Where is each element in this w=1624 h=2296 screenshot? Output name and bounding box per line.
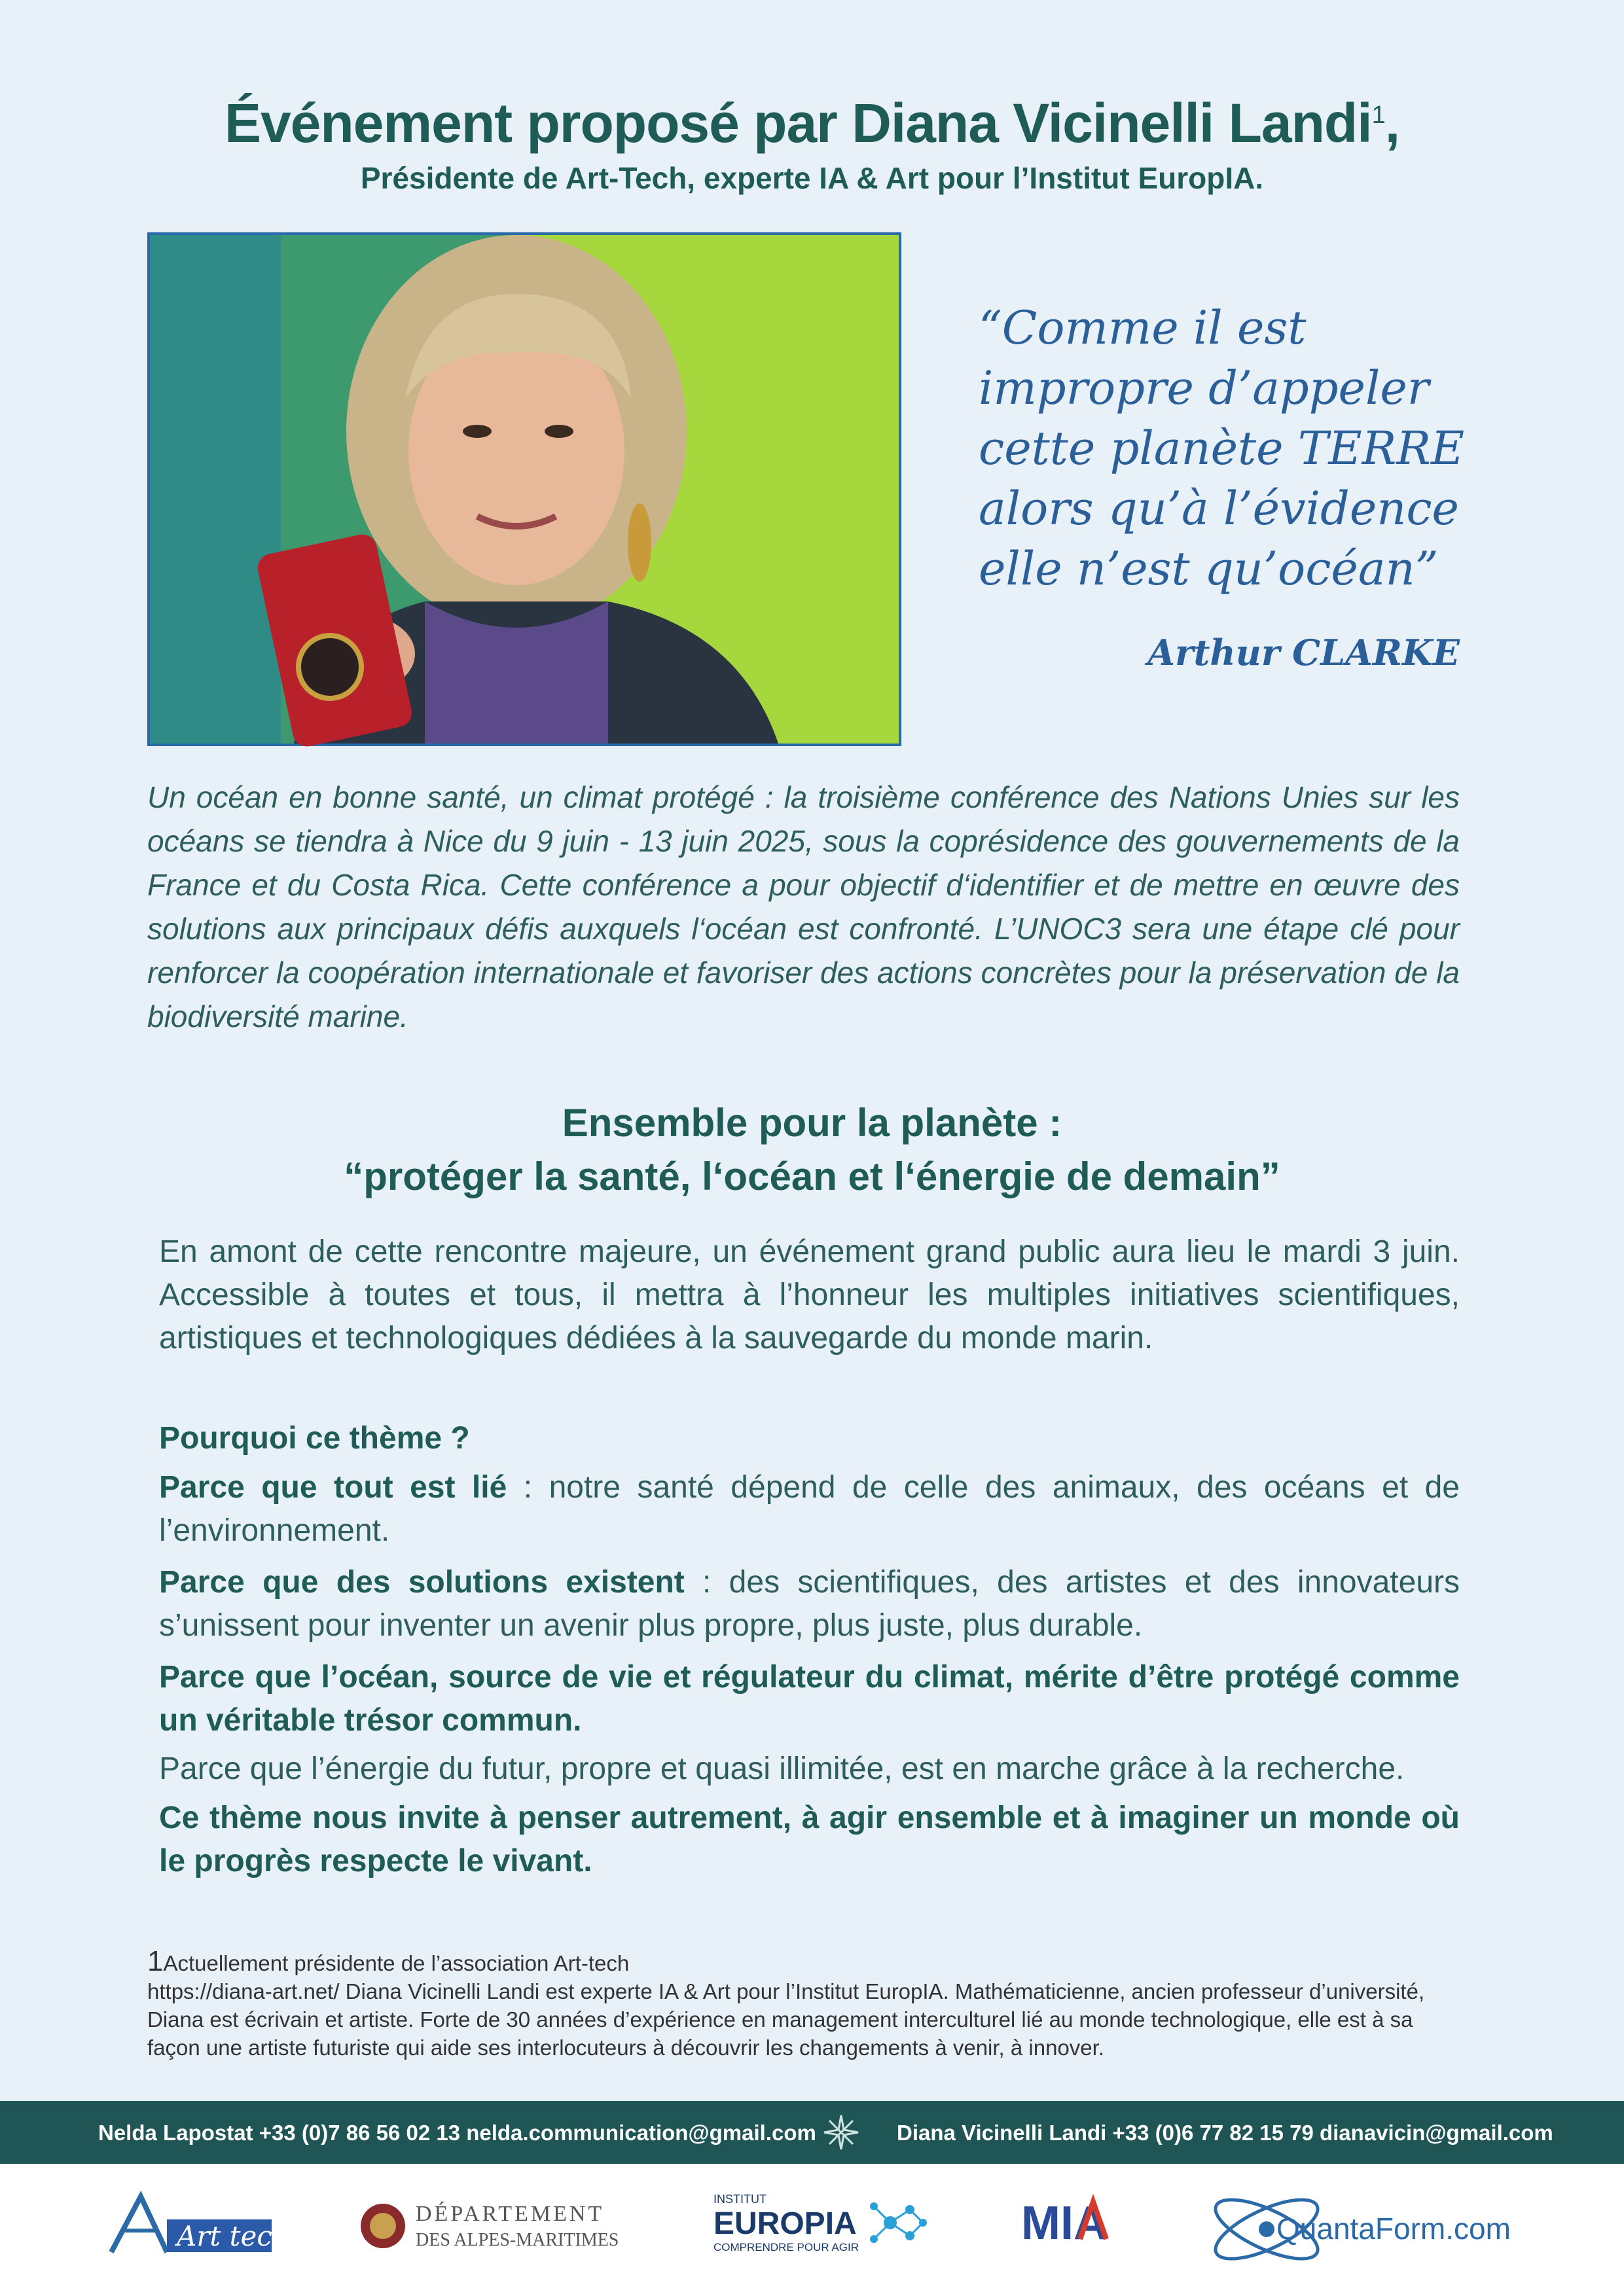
quote-line: “Comme il est	[979, 301, 1307, 355]
intro-paragraph: Un océan en bonne santé, un climat protégé : la troisième conférence des Nations Unies sur les océans se tiendra à Nice du 9 juin - 13 juin 2025, sous la coprésidence des gouvernements de la France et du Costa Rica. Cette conférence a pour objectif d‘identifier et de mettre en œuvre des solutions aux principaux défis auxquels l‘océan est confronté. L’UNOC3 sera une étape clé pour renforcer la coopération internationale et favoriser des actions concrètes pour la préservation de la biodiversité marine.	[147, 780, 1460, 1033]
departement-logo-line1: DÉPARTEMENT	[416, 2202, 605, 2226]
europia-logo-small: INSTITUT	[713, 2193, 767, 2206]
contact-diana: Diana Vicinelli Landi +33 (0)6 77 82 15 79 dianavicin@gmail.com	[897, 2121, 1553, 2145]
conclusion-paragraph: Ce thème nous invite à penser autrement, à agir ensemble et à imaginer un monde où le progrès respecte le vivant.	[159, 1801, 1460, 1878]
reason-bold: Parce que des solutions existent	[159, 1565, 685, 1600]
section-title	[0, 1096, 1624, 1204]
footnote-first-line	[147, 1947, 1460, 1977]
section-title-line: Ensemble pour la planète :	[562, 1101, 1062, 1145]
contact-bar	[0, 2101, 1624, 2164]
partner-logos	[0, 2164, 1624, 2296]
lead-paragraph: En amont de cette rencontre majeure, un événement grand public aura lieu le mardi 3 juin. Accessible à toutes et tous, il mettra à l’honneur les multiples initiatives scientifiques, artistiques et technologiques dédiées à la sauvegarde du monde marin.	[159, 1234, 1460, 1355]
reason-paragraph	[159, 1466, 1460, 1552]
reason-bold: Parce que tout est lié	[159, 1470, 507, 1505]
portrait-illustration	[150, 235, 899, 744]
mia-logo-text: MIA	[1021, 2197, 1108, 2250]
europia-logo-name: EUROPIA	[713, 2206, 857, 2241]
quote-line: elle n’est qu’océan”	[979, 542, 1439, 596]
quantaform-logo-text: QuantaForm.com	[1276, 2212, 1511, 2246]
reason-paragraph-bold: Parce que l’océan, source de vie et régulateur du climat, mérite d’être protégé comme un véritable trésor commun.	[159, 1660, 1460, 1738]
reason-paragraph	[159, 1561, 1460, 1647]
page-title	[0, 92, 1624, 155]
quote-line: impropre d’appeler	[979, 361, 1430, 415]
quote-line: cette planète TERRE	[979, 422, 1465, 475]
footnote-ref: 1	[1371, 101, 1385, 129]
why-heading: Pourquoi ce thème ?	[159, 1421, 470, 1456]
reason-paragraph: Parce que l’énergie du futur, propre et quasi illimitée, est en marche grâce à la recherche.	[159, 1751, 1405, 1786]
arttech-logo-text: Art tech	[177, 2220, 290, 2252]
europia-logo-tag: COMPRENDRE POUR AGIR	[713, 2241, 859, 2253]
reason-text: : notre santé dépend de celle des animaux, des océans et de l’environnement.	[159, 1470, 1460, 1548]
footnote-mark: 1	[147, 1945, 164, 1977]
section-title-line: “protéger la santé, l‘océan et l‘énergie de demain”	[344, 1155, 1280, 1198]
quantaform-logo	[1204, 2183, 1519, 2278]
quote-block	[979, 298, 1542, 599]
reason-text: : des scientifiques, des artistes et des innovateurs s’unissent pour inventer un avenir plus propre, plus juste, plus durable.	[159, 1565, 1460, 1643]
contact-nelda: Nelda Lapostat +33 (0)7 86 56 02 13 nelda.communication@gmail.com	[98, 2121, 816, 2145]
page-subtitle: Présidente de Art-Tech, experte IA & Art pour l’Institut EuropIA.	[360, 161, 1264, 195]
portrait-photo	[147, 232, 901, 746]
star-ornament-icon	[821, 2113, 861, 2157]
quote-author: Arthur CLARKE	[1147, 632, 1460, 673]
departement-logo	[357, 2193, 619, 2262]
footnote-body: https://diana-art.net/ Diana Vicinelli Landi est experte IA & Art pour l’Institut EuropIA. Mathématicienne, ancien professeur d’université, Diana est écrivain et artiste. Forte de 30 années d’expérience en management interculturel lié au monde technologique, elle est à sa façon une artiste futuriste qui aide ses interlocuteurs à découvrir les changements à venir, à innover.	[147, 1979, 1425, 2060]
arttech-logo	[105, 2190, 290, 2265]
title-comma: ,	[1384, 92, 1400, 154]
quote-line: alors qu’à l’évidence	[979, 482, 1459, 535]
footnote-line1: Actuellement présidente de l’association Art-tech	[163, 1951, 630, 1975]
europia-logo	[710, 2187, 933, 2269]
departement-logo-line2: DES ALPES-MARITIMES	[416, 2230, 619, 2250]
footnote	[147, 1947, 1460, 2062]
mia-logo	[1018, 2190, 1123, 2259]
title-text: Événement proposé par Diana Vicinelli Landi	[224, 92, 1372, 154]
